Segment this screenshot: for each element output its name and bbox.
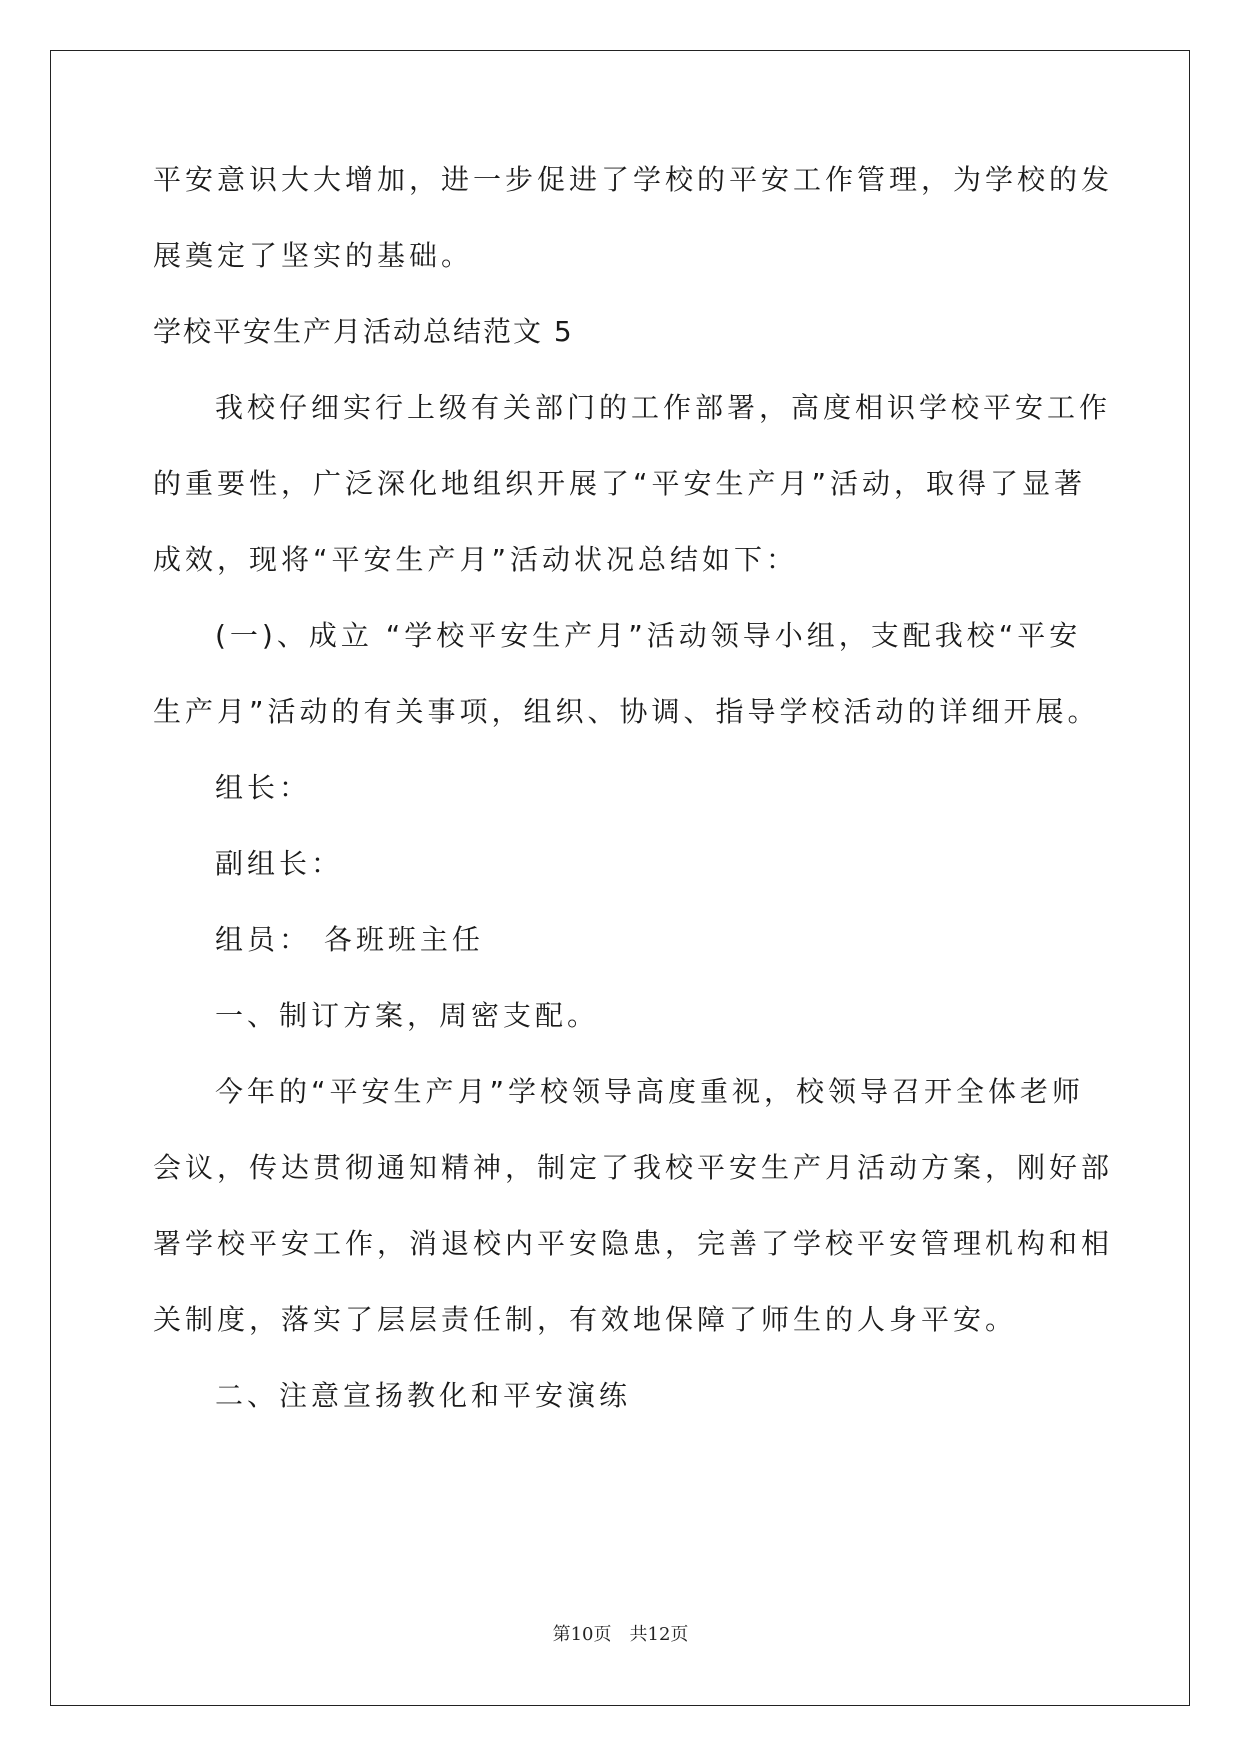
current-page-number: 第10页 <box>552 1624 612 1645</box>
paragraph-line: 展奠定了坚实的基础。 <box>153 239 474 272</box>
subsection-heading: 一、制订方案，周密支配。 <box>215 999 600 1032</box>
leader-label: 组长： <box>215 771 312 804</box>
subsection-heading: 二、注意宣扬教化和平安演练 <box>215 1379 632 1412</box>
page-footer <box>0 1620 1241 1646</box>
section-title: 学校平安生产月活动总结范文 5 <box>153 315 574 348</box>
paragraph-line: 平安意识大大增加，进一步促进了学校的平安工作管理，为学校的发 <box>153 163 1114 196</box>
deputy-leader-label: 副组长： <box>215 847 344 880</box>
paragraph-line: 成效，现将“平安生产月”活动状况总结如下： <box>153 543 799 576</box>
members-label: 组员： 各班班主任 <box>215 923 484 956</box>
paragraph-line: 生产月”活动的有关事项，组织、协调、指导学校活动的详细开展。 <box>153 695 1100 728</box>
paragraph-line: 我校仔细实行上级有关部门的工作部署，高度相识学校平安工作 <box>215 391 1112 424</box>
paragraph-line: 的重要性，广泛深化地组织开展了“平安生产月”活动，取得了显著 <box>153 467 1087 500</box>
paragraph-line: 今年的“平安生产月”学校领导高度重视，校领导召开全体老师 <box>215 1075 1085 1108</box>
total-page-count: 共12页 <box>629 1624 689 1645</box>
paragraph-line: 会议，传达贯彻通知精神，制定了我校平安生产月活动方案，刚好部 <box>153 1151 1114 1184</box>
paragraph-line: 署学校平安工作，消退校内平安隐患，完善了学校平安管理机构和相 <box>153 1227 1114 1260</box>
paragraph-line: (一)、成立 “学校平安生产月”活动领导小组，支配我校“平安 <box>215 619 1082 652</box>
paragraph-line: 关制度，落实了层层责任制，有效地保障了师生的人身平安。 <box>153 1303 1018 1336</box>
